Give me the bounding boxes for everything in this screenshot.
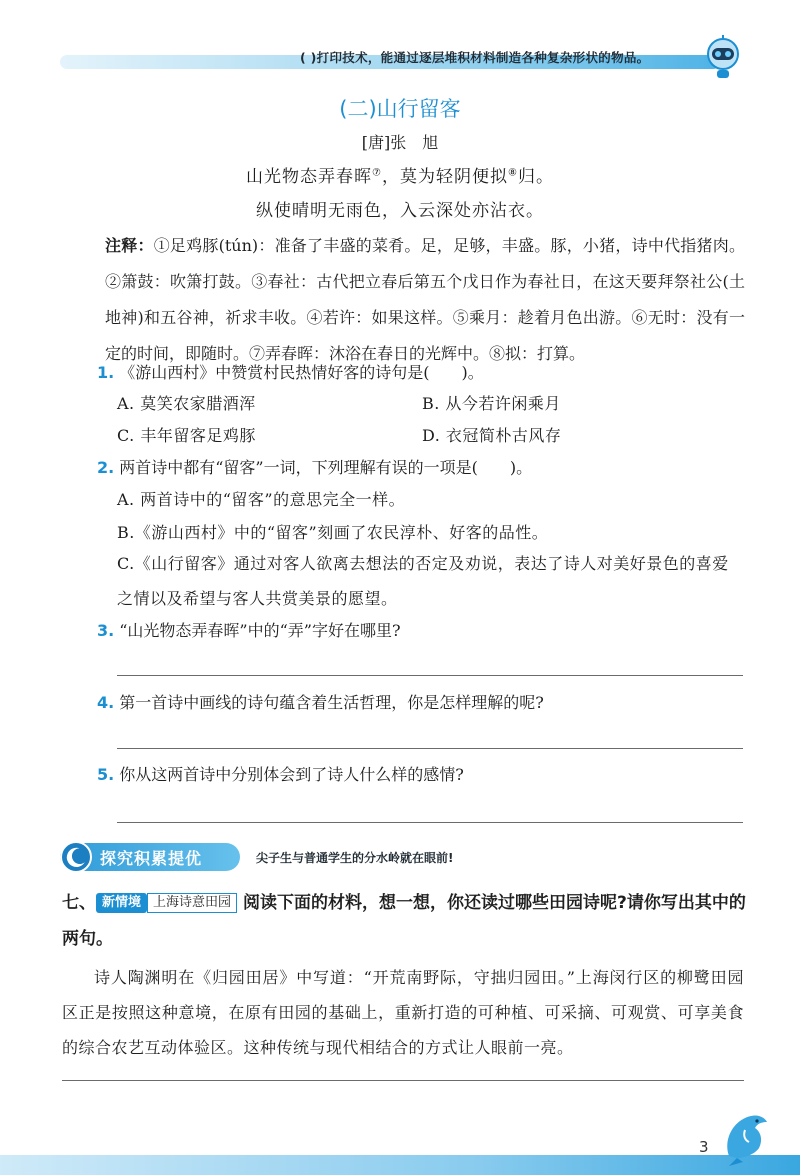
answer-line-4[interactable] [117,748,743,749]
question-4: 4. 第一首诗中画线的诗句蕴含着生活哲理，你是怎样理解的呢? [97,693,544,712]
section-slogan: 尖子生与普通学生的分水岭就在眼前! [256,851,454,865]
header-text: ( )打印技术，能通过逐层堆积材料制造各种复杂形状的物品。 [300,50,650,65]
section-banner [60,843,240,871]
option-2b[interactable]: B.《游山西村》中的“留客”刻画了农民淳朴、好客的品性。 [117,523,549,542]
page-number: 3 [699,1138,709,1156]
robot-mascot-icon [700,34,746,80]
option-1c[interactable]: C. 丰年留客足鸡豚 [117,426,256,445]
answer-line-3[interactable] [117,675,743,676]
option-1d[interactable]: D. 衣冠简朴古风存 [422,426,562,445]
question-1: 1. 《游山西村》中赞赏村民热情好客的诗句是( )。 [97,363,484,382]
answer-line-7[interactable] [62,1080,744,1081]
question-7: 七、 新情境 上海诗意田园 阅读下面的材料，想一想，你还读过哪些田园诗呢?请你写出其中的两句。 [62,893,746,949]
annotation-label: 注释： [105,236,154,255]
topic-tag: 上海诗意田园 [147,893,237,913]
section-banner-title: 探究积累提优 [100,849,203,868]
option-2a[interactable]: A. 两首诗中的“留客”的意思完全一样。 [117,490,406,509]
new-context-tag: 新情境 [96,893,147,913]
reading-passage: 诗人陶渊明在《归园田居》中写道：“开荒南野际，守拙归园田。”上海闵行区的柳鹭田园区正是按照这种意境，在原有田园的基础上，重新打造的可种植、可采摘、可观赏、可享美食的综合农艺互动体验区。这种传统与现代相结合的方式让人眼前一亮。 [62,968,744,1057]
option-2c[interactable]: C.《山行留客》通过对客人欲离去想法的否定及劝说，表达了诗人对美好景色的喜爱之情以及希望与客人共赏美景的愿望。 [117,554,729,608]
annotation: 注释：①足鸡豚(tún)：准备了丰盛的菜肴。足，足够，丰盛。豚，小猪，诗中代指猪肉。②箫鼓：吹箫打鼓。③春社：古代把立春后第五个戊日作为春社日，在这天要拜祭社公(土地神)和五谷神，祈求丰收。④若许：如果这样。⑤乘月：趁着月色出游。⑥无时：没有一定的时间，即随时。⑦弄春晖：沐浴在春日的光辉中。⑧拟：打算。 [105,236,745,363]
option-1a[interactable]: A. 莫笑农家腊酒浑 [117,394,256,413]
answer-line-5[interactable] [117,822,743,823]
poem-title: (二)山行留客 [339,97,461,121]
question-2: 2. 两首诗中都有“留客”一词，下列理解有误的一项是( )。 [97,458,533,477]
question-3: 3. “山光物态弄春晖”中的“弄”字好在哪里? [97,621,401,640]
dolphin-icon [715,1110,775,1168]
moon-icon [60,841,92,873]
question-5: 5. 你从这两首诗中分别体会到了诗人什么样的感情? [97,765,464,784]
footer-band [0,1155,800,1175]
poem-line-2: 纵使晴明无雨色，入云深处亦沾衣。 [256,201,544,221]
poem-author: [唐]张 旭 [361,133,439,152]
poem-line-1: 山光物态弄春晖⑦，莫为轻阴便拟⑧归。 [246,167,554,187]
option-1b[interactable]: B. 从今若许闲乘月 [422,394,561,413]
